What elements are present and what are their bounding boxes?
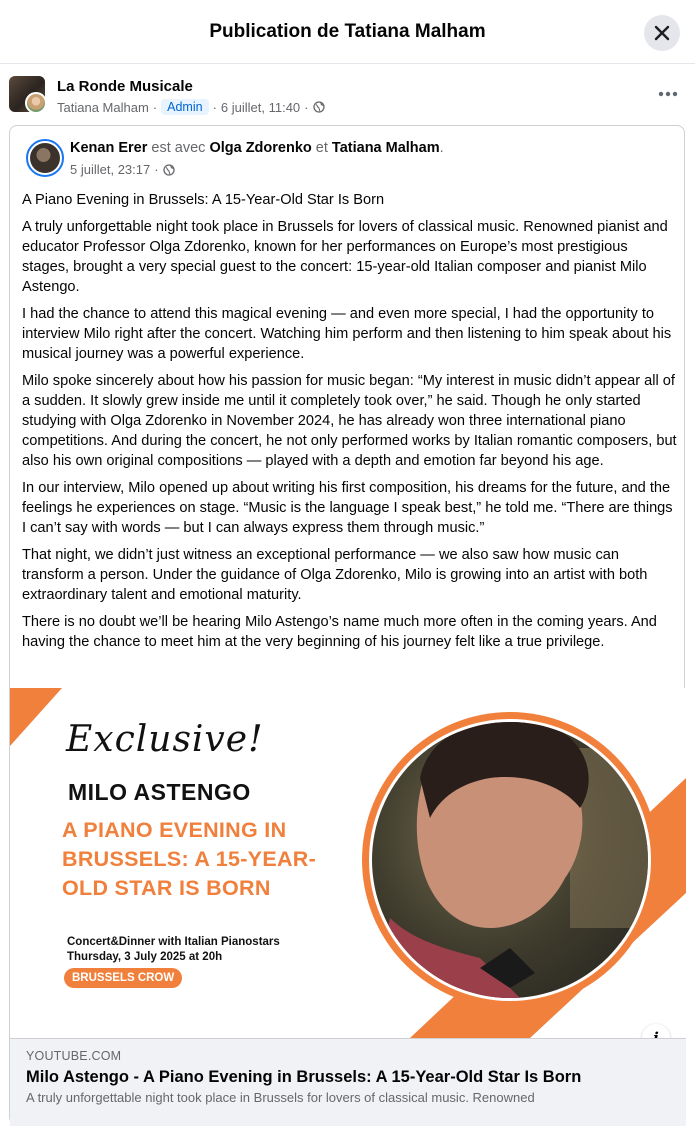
link-preview[interactable] [10, 1038, 686, 1126]
meta-separator: · [304, 99, 309, 115]
post-paragraph: A truly unforgettable night took place in Brussels for lovers of classical music. Renowned pianist and educator Professor Olga Zdorenko, known for her performances on Europe’s most prestigious stages, brought a very special guest to the concert: 15-year-old Italian composer and pianist Milo Astengo. [22, 219, 668, 295]
post-paragraph: I had the chance to attend this magical evening — and even more special, I had the opportunity to interview Milo right after the concert. Watching him perform and then listening to him speak about his musical journey was a powerful experience. [22, 306, 672, 362]
banner-subline-1: Concert&Dinner with Italian Pianostars [67, 936, 280, 948]
page-name[interactable]: La Ronde Musicale [57, 78, 193, 95]
meta-separator: · [152, 99, 158, 115]
post-header [0, 64, 695, 124]
post-paragraph: In our interview, Milo opened up about writing his first composition, his dreams for the future, and the feelings he experiences on stage. “Music is the language I speak best,” he told me. “There are things I can’t say with words — but I can always express them through music.” [22, 480, 673, 536]
globe-icon [313, 101, 325, 113]
banner-subline-2: Thursday, 3 July 2025 at 20h [67, 951, 223, 963]
post-meta [57, 99, 325, 115]
link-preview-image[interactable] [10, 688, 686, 1038]
shared-post-card [9, 125, 685, 1125]
link-description: A truly unforgettable night took place in Brussels for lovers of classical music. Renowned [26, 1090, 535, 1105]
close-button[interactable] [644, 15, 680, 51]
post-paragraph: There is no doubt we’ll be hearing Milo Astengo’s name much more often in the coming years. And having the chance to meet him at the very beginning of his journey felt like a true privilege. [22, 614, 657, 650]
banner-headline: A PIANO EVENING IN BRUSSELS: A 15-YEAR-OLD STAR IS BORN [62, 818, 317, 900]
page-avatar[interactable] [9, 76, 45, 112]
meta-separator: · [212, 99, 217, 115]
shared-author-name[interactable]: Kenan Erer [70, 140, 148, 156]
more-icon [658, 91, 678, 97]
admin-badge: Admin [161, 99, 208, 115]
banner-pill: BRUSSELS CROW [64, 968, 182, 988]
post-author[interactable]: Tatiana Malham [57, 99, 149, 115]
link-domain: YOUTUBE.COM [26, 1049, 122, 1063]
shared-post-meta [70, 162, 175, 177]
post-paragraph: That night, we didn’t just witness an exceptional performance — we also saw how music can transform a person. Under the guidance of Olga Zdorenko, Milo is growing into an artist with both extraordinary talent and emotional maturity. [22, 547, 648, 603]
author-mini-avatar [25, 92, 47, 114]
shared-author-avatar[interactable] [26, 139, 64, 177]
tagged-person-1[interactable]: Olga Zdorenko [209, 140, 312, 156]
more-options-button[interactable] [655, 84, 681, 104]
shared-post-date[interactable]: 5 juillet, 23:17 [70, 162, 151, 177]
with-word: est avec [151, 140, 206, 156]
link-title[interactable]: Milo Astengo - A Piano Evening in Brussels: A 15-Year-Old Star Is Born [26, 1068, 582, 1086]
tagged-person-2[interactable]: Tatiana Malham [331, 140, 440, 156]
meta-separator: · [154, 162, 159, 177]
and-word: et [315, 140, 328, 156]
dialog-title: Publication de Tatiana Malham [209, 21, 486, 42]
post-paragraph: Milo spoke sincerely about how his passion for music began: “My interest in music didn’t appear all of a sudden. It slowly grew inside me until it completely took over,” he said. Though he only started studying with Olga Zdorenko in November 2024, he has already won three international piano competitions. And during the concert, he not only performed works by Italian romantic composers, but also his own original compositions — played with a depth and emotion far beyond his age. [22, 373, 677, 469]
banner-subline [67, 935, 280, 965]
dialog-header [0, 0, 695, 64]
banner-name: MILO ASTENGO [68, 779, 251, 805]
banner-exclusive: Exclusive! [66, 719, 264, 760]
shared-author-line [70, 140, 444, 156]
globe-icon [163, 164, 175, 176]
post-paragraph: A Piano Evening in Brussels: A 15-Year-Old Star Is Born [22, 192, 385, 208]
period: . [439, 140, 444, 156]
close-icon [654, 25, 670, 41]
post-date[interactable]: 6 juillet, 11:40 [220, 99, 301, 115]
post-text [22, 190, 677, 659]
